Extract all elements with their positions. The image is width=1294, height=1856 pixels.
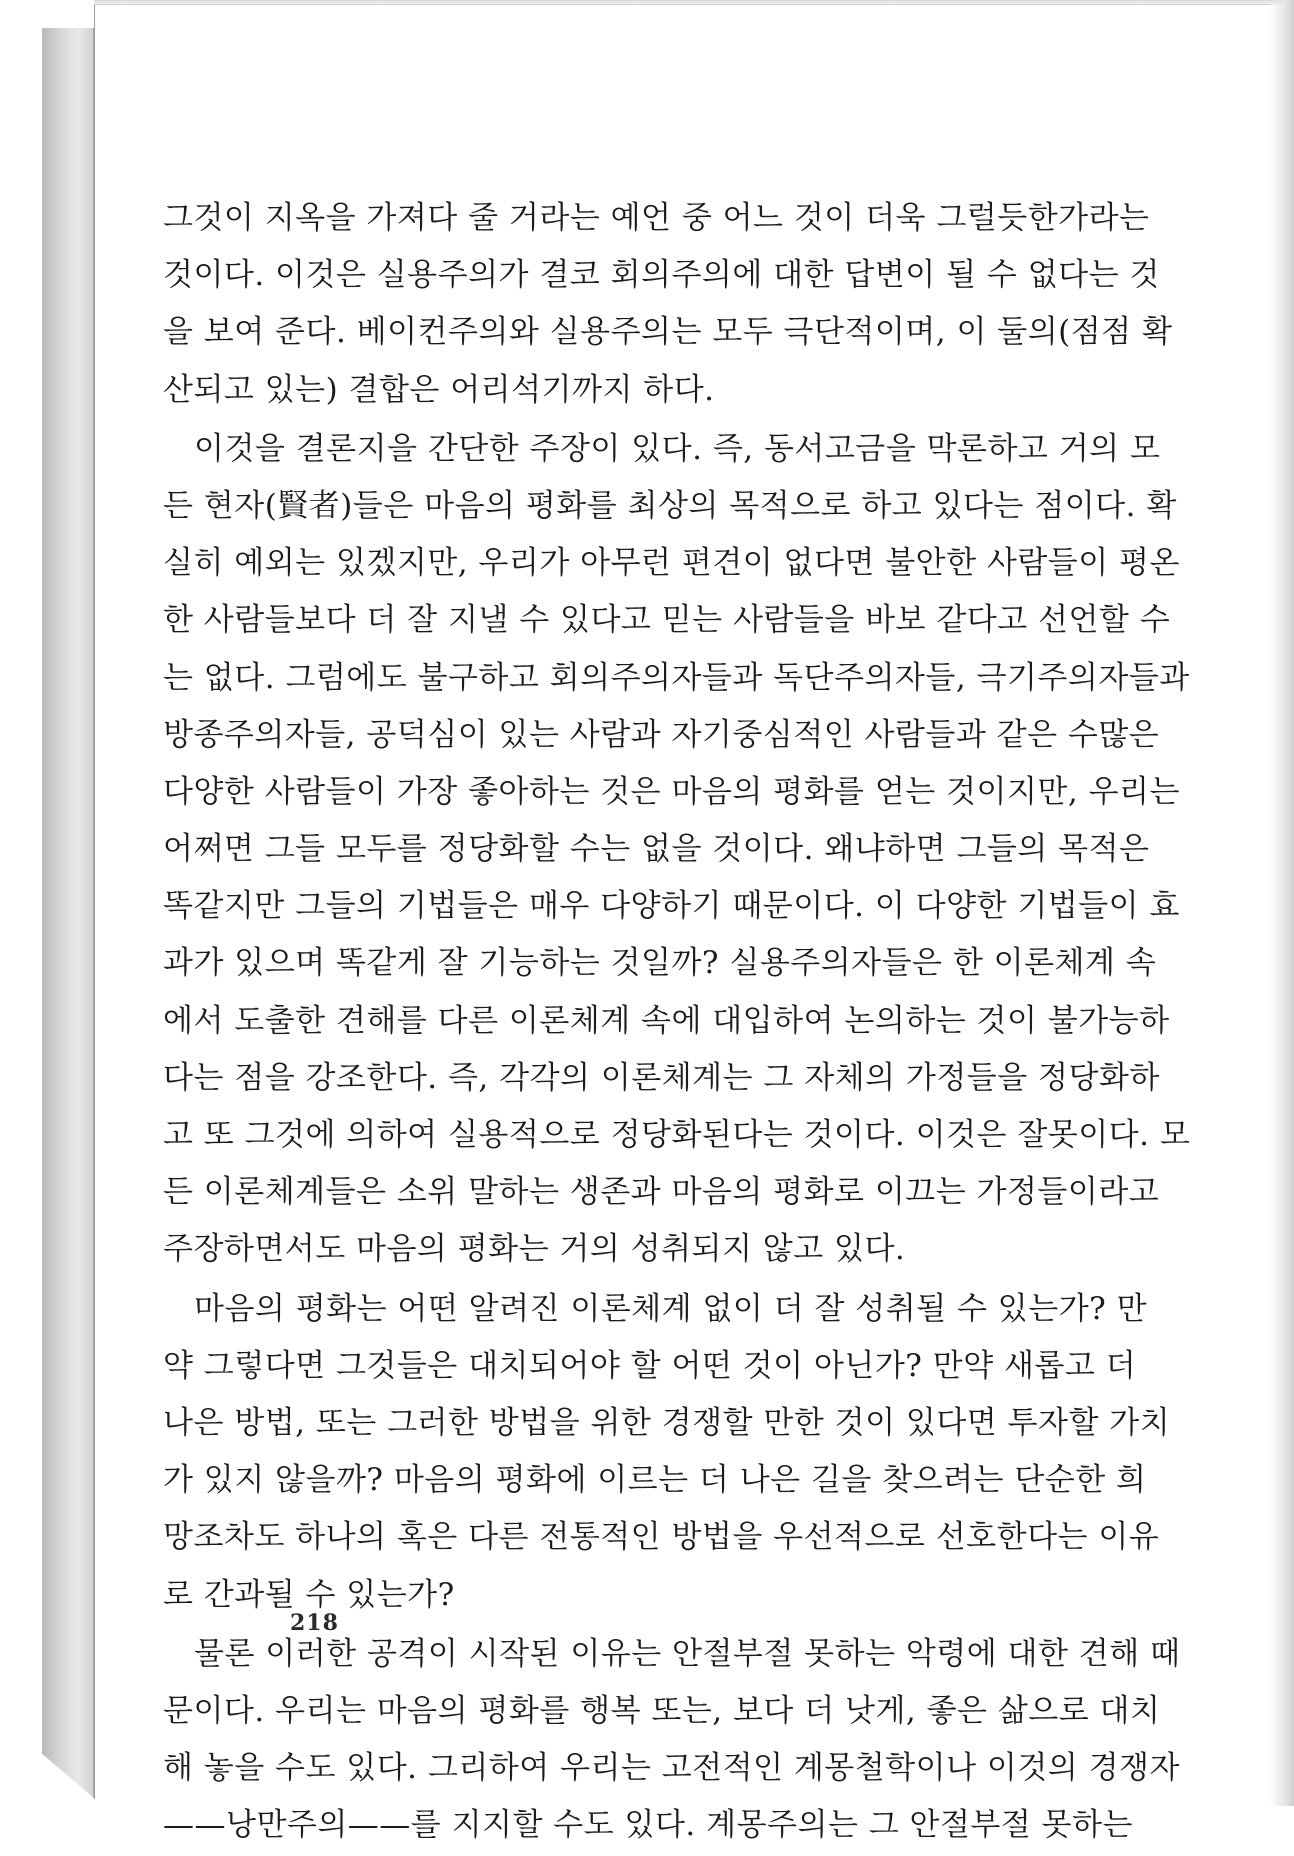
- text-line: 물론 이러한 공격이 시작된 이유는 안절부절 못하는 악령에 대한 견해 때: [194, 1635, 1181, 1672]
- paragraph: [163, 1626, 1181, 1855]
- page-right-edge: [1270, 0, 1294, 1806]
- text-line: ——낭만주의——를 지지할 수도 있다. 계몽주의는 그 안절부절 못하는: [163, 1807, 1133, 1844]
- paragraph: [163, 190, 1173, 419]
- text-line: 것이다. 이것은 실용주의가 결코 회의주의에 대한 답변이 될 수 없다는 것: [163, 257, 1160, 294]
- text-line: 해 놓을 수도 있다. 그리하여 우리는 고전적인 계몽철학이나 이것의 경쟁자: [163, 1750, 1180, 1787]
- paragraph: [163, 421, 1191, 1279]
- page-number: 218: [290, 1610, 339, 1636]
- text-line: 방종주의자들, 공덕심이 있는 사람과 자기중심적인 사람들과 같은 수많은: [163, 716, 1160, 753]
- text-line: 문이다. 우리는 마음의 평화를 행복 또는, 보다 더 낫게, 좋은 삶으로 대치: [163, 1692, 1161, 1729]
- text-line: 가 있지 않을까? 마음의 평화에 이르는 더 나은 길을 찾으려는 단순한 희: [163, 1462, 1147, 1499]
- text-line: 그것이 지옥을 가져다 줄 거라는 예언 중 어느 것이 더욱 그럴듯한가라는: [163, 200, 1150, 236]
- book-spine: [42, 28, 94, 1798]
- paragraph: [163, 1281, 1171, 1624]
- text-line: 나은 방법, 또는 그러한 방법을 위한 경쟁할 만한 것이 있다면 투자할 가치: [163, 1404, 1171, 1441]
- text-line: 는 없다. 그럼에도 불구하고 회의주의자들과 독단주의자들, 극기주의자들과: [163, 659, 1190, 696]
- text-line: 과가 있으며 똑같게 잘 기능하는 것일까? 실용주의자들은 한 이론체계 속: [163, 945, 1157, 982]
- text-line: 산되고 있는) 결합은 어리석기까지 하다.: [163, 371, 715, 408]
- text-line: 똑같지만 그들의 기법들은 매우 다양하기 때문이다. 이 다양한 기법들이 효: [163, 888, 1180, 925]
- text-line: 다양한 사람들이 가장 좋아하는 것은 마음의 평화를 얻는 것이지만, 우리는: [163, 773, 1180, 810]
- text-line: 을 보여 준다. 베이컨주의와 실용주의는 모두 극단적이며, 이 둘의(점점 확: [163, 314, 1173, 351]
- text-line: 로 간과될 수 있는가?: [163, 1576, 455, 1613]
- text-line: 이것을 결론지을 간단한 주장이 있다. 즉, 동서고금을 막론하고 거의 모: [194, 430, 1161, 467]
- text-line: 어쩌면 그들 모두를 정당화할 수는 없을 것이다. 왜냐하면 그들의 목적은: [163, 831, 1150, 868]
- text-line: 약 그렇다면 그것들은 대치되어야 할 어떤 것이 아닌가? 만약 새롭고 더: [163, 1347, 1137, 1384]
- page-top-shadow: [94, 0, 1294, 6]
- text-line: 든 이론체계들은 소위 말하는 생존과 마음의 평화로 이끄는 가정들이라고: [163, 1174, 1160, 1211]
- text-line: 실히 예외는 있겠지만, 우리가 아무런 편견이 없다면 불안한 사람들이 평온: [163, 545, 1180, 582]
- text-line: 든 현자(賢者)들은 마음의 평화를 최상의 목적으로 하고 있다는 점이다. 확: [163, 487, 1177, 524]
- text-line: 다는 점을 강조한다. 즉, 각각의 이론체계는 그 자체의 가정들을 정당화하: [163, 1059, 1160, 1096]
- text-line: 망조차도 하나의 혹은 다른 전통적인 방법을 우선적으로 선호한다는 이유: [163, 1519, 1160, 1556]
- text-line: 마음의 평화는 어떤 알려진 이론체계 없이 더 잘 성취될 수 있는가? 만: [194, 1290, 1148, 1327]
- text-line: 주장하면서도 마음의 평화는 거의 성취되지 않고 있다.: [163, 1231, 906, 1268]
- text-line: 에서 도출한 견해를 다른 이론체계 속에 대입하여 논의하는 것이 불가능하: [163, 1002, 1170, 1039]
- text-line: 고 또 그것에 의하여 실용적으로 정당화된다는 것이다. 이것은 잘못이다. 모: [163, 1117, 1191, 1153]
- body-text: [163, 190, 1191, 1856]
- text-line: 한 사람들보다 더 잘 지낼 수 있다고 믿는 사람들을 바보 같다고 선언할 수: [163, 602, 1171, 639]
